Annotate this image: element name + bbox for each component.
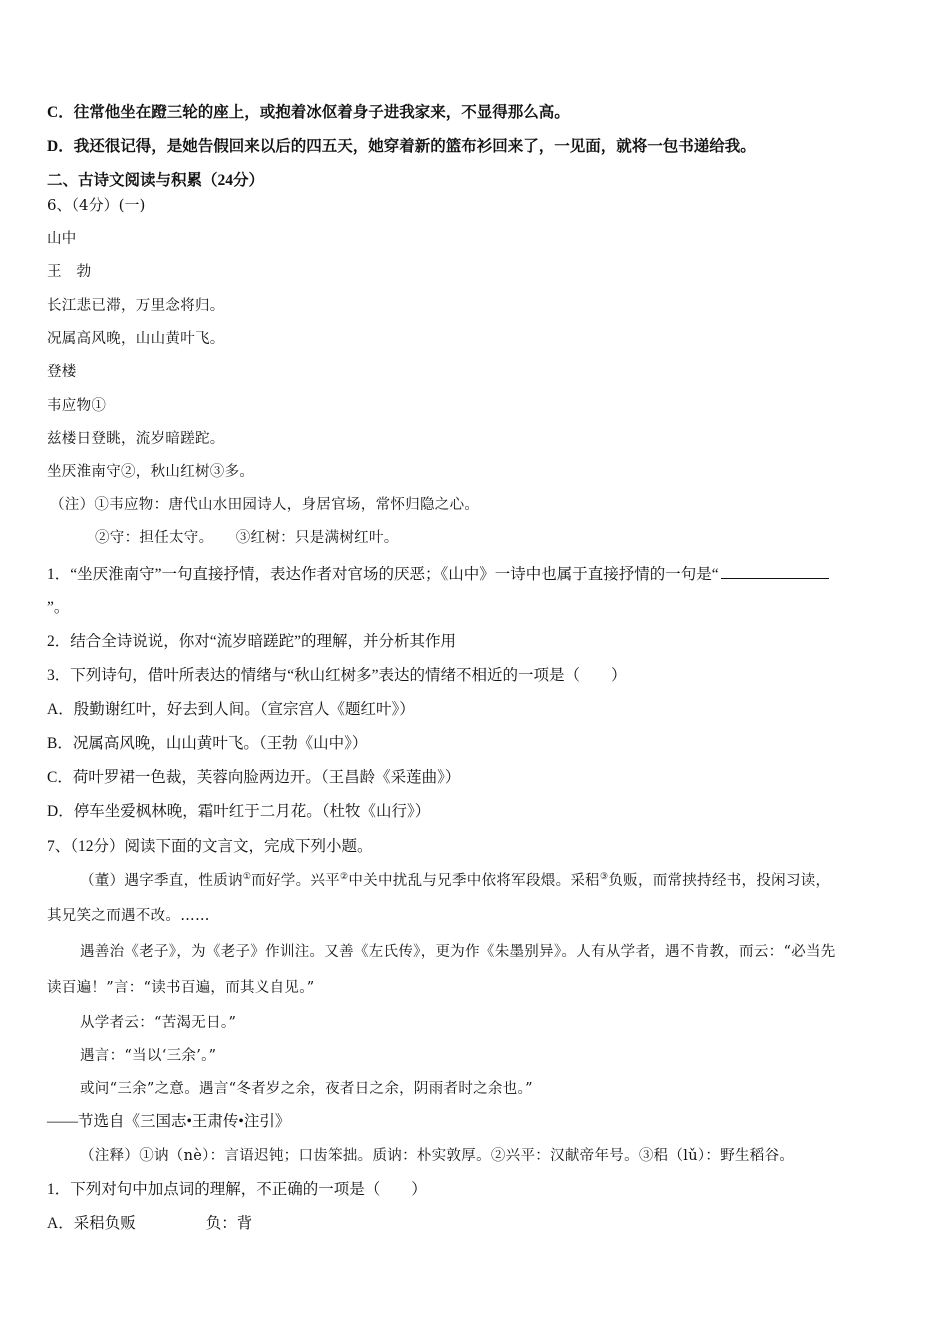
- poem-note-1: （注）①韦应物：唐代山水田园诗人，身居官场，常怀归隐之心。: [50, 497, 480, 513]
- question-6-3: 3．下列诗句，借叶所表达的情绪与“秋山红树多”表达的情绪不相近的一项是（ ）: [47, 667, 627, 684]
- footnote-marker: ②: [340, 872, 349, 883]
- passage-annotation: （注释）①讷（nè）：言语迟钝；口齿笨拙。质讷：朴实敦厚。②兴平：汉献帝年号。③稆（lǔ）：野生稻谷。: [80, 1148, 795, 1164]
- question-6-header: 6、（4分）(一): [47, 196, 146, 214]
- question-7-1-option-a: [47, 1214, 910, 1234]
- passage-para1-line1: [80, 871, 910, 891]
- passage-text: 而好学。兴平: [251, 873, 340, 889]
- passage-para5: 或问“三余”之意。遇言“冬者岁之余，夜者日之余，阴雨者时之余也。”: [80, 1081, 533, 1097]
- poem1-title: 山中: [47, 231, 77, 247]
- option-a-phrase: A．采稆负贩: [47, 1215, 136, 1232]
- footnote-marker: ①: [242, 872, 252, 883]
- passage-text: 负贩，而常挟持经书，投闲习读，: [608, 873, 831, 889]
- question-6-1-end: ”。: [47, 599, 70, 616]
- passage-para1-line2: 其兄笑之而遇不改。……: [47, 908, 210, 924]
- section-heading-2: 二、古诗文阅读与积累（24分）: [47, 172, 265, 189]
- passage-text: （董）遇字季直，性质讷: [80, 873, 243, 889]
- option-a-gloss: 负：背: [205, 1215, 253, 1232]
- passage-source: ——节选自《三国志•王肃传•注引》: [47, 1113, 291, 1130]
- poem2-line2: 坐厌淮南守②，秋山红树③多。: [47, 464, 255, 480]
- poem1-line1: 长江悲已滞，万里念将归。: [47, 298, 225, 314]
- question-6-3-option-c: C．荷叶罗裙一色裁，芙蓉向脸两边开。（王昌龄《采莲曲》）: [47, 769, 461, 786]
- question-6-3-option-a: A．殷勤谢红叶，好去到人间。（宣宗宫人《题红叶》）: [47, 701, 415, 718]
- passage-para4: 遇言：“当以‘三余’。”: [80, 1048, 217, 1064]
- passage-text: 中关中扰乱与兄季中依将军段煨。采稆: [348, 873, 600, 889]
- passage-para2-line1: 遇善治《老子》，为《老子》作训注。又善《左氏传》，更为作《朱墨别异》。人有从学者，遇不肯教，而云：“必当先: [80, 944, 836, 960]
- question-6-1: [47, 563, 910, 585]
- poem2-author: 韦应物①: [47, 398, 107, 414]
- passage-para2-line2: 读百遍！”言：“读书百遍，而其义自见。”: [47, 980, 315, 996]
- question-7-1: 1．下列对句中加点词的理解，不正确的一项是（ ）: [47, 1181, 427, 1198]
- poem2-title: 登楼: [47, 364, 77, 380]
- poem-note-2: ②守：担任太守。 ③红树：只是满树红叶。: [95, 530, 399, 546]
- poem1-author: 王 勃: [47, 264, 92, 280]
- passage-para3: 从学者云：“苦渴无日。”: [80, 1015, 237, 1031]
- question-6-3-option-b: B．况属高风晚，山山黄叶飞。（王勃《山中》）: [47, 735, 368, 752]
- poem2-line1: 兹楼日登眺，流岁暗蹉跎。: [47, 431, 225, 447]
- question-6-2: 2．结合全诗说说，你对“流岁暗蹉跎”的理解，并分析其作用: [47, 633, 457, 650]
- question-6-3-option-d: D．停车坐爱枫林晚，霜叶红于二月花。（杜牧《山行》）: [47, 803, 431, 820]
- footnote-marker: ③: [599, 872, 609, 883]
- option-c: C．往常他坐在蹬三轮的座上，或抱着冰伛着身子进我家来，不显得那么高。: [47, 104, 570, 121]
- question-6-1-text: 1．“坐厌淮南守”一句直接抒情，表达作者对官场的厌恶；《山中》一诗中也属于直接抒情的一句是“: [47, 566, 719, 583]
- option-d: D．我还很记得，是她告假回来以后的四五天，她穿着新的篮布衫回来了，一见面，就将一包书递给我。: [47, 138, 756, 155]
- question-7-header: 7、（12分）阅读下面的文言文，完成下列小题。: [47, 838, 373, 855]
- poem1-line2: 况属高风晚，山山黄叶飞。: [47, 331, 225, 347]
- answer-blank[interactable]: [721, 563, 829, 579]
